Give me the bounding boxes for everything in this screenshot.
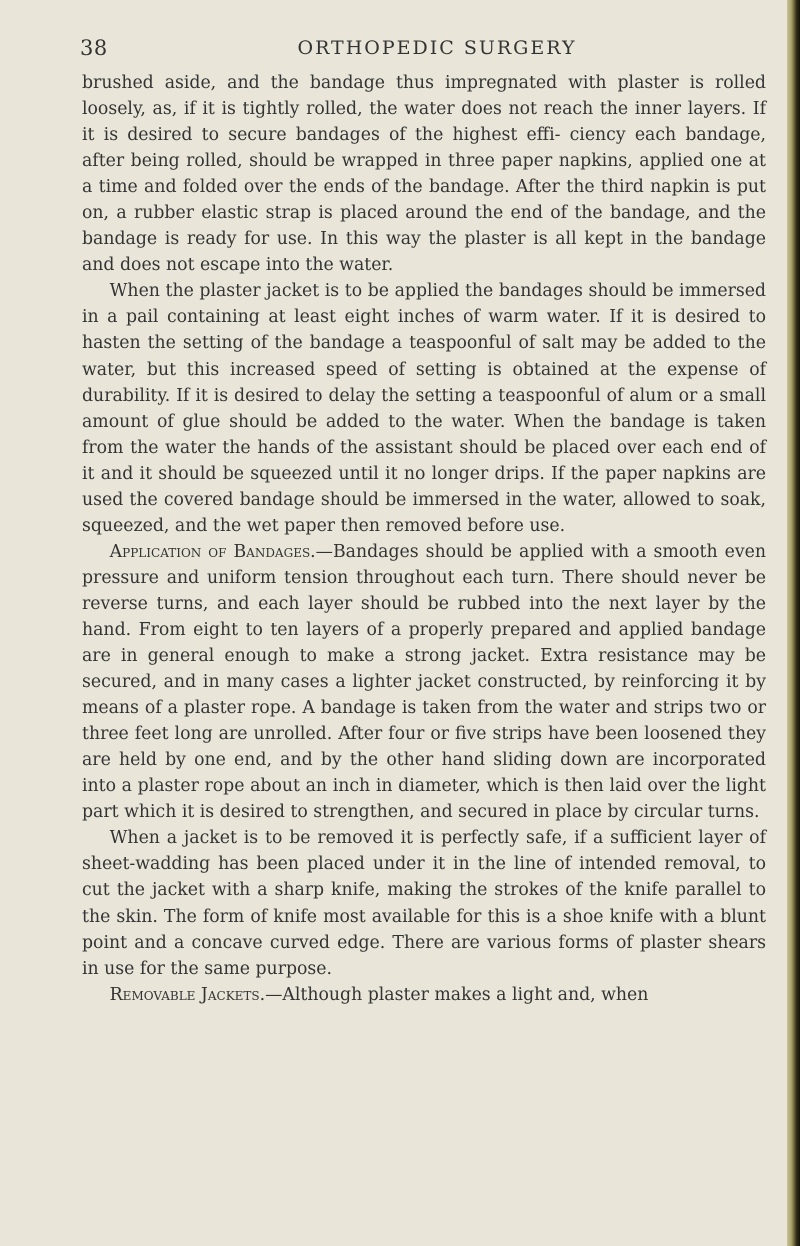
paragraph-5: [82, 982, 766, 1008]
paragraph-2: [82, 278, 766, 538]
paragraph-text: When the plaster jacket is to be applied the bandages should be immersed in a pail containing at least eight inches of warm water. If it is desired to hasten the setting of the bandage a teaspoonful of salt may be added to the water, but this increased speed of setting is obtained at the expense of durability. If it is desired to delay the setting a teaspoonful of alum or a small amount of glue should be added to the water. When the bandage is taken from the water the hands of the assistant should be placed over each end of it and it should be squeezed until it no longer drips. If the paper napkins are used the covered bandage should be immersed in the water, allowed to soak, squeezed, and the wet paper then removed before use.: [82, 281, 766, 536]
paragraph-3: [82, 539, 766, 826]
paragraph-text: —Although plaster makes a light and, when: [265, 984, 649, 1005]
body-text: [82, 70, 766, 1008]
paragraph-text: brushed aside, and the bandage thus impregnated with plaster is rolled loosely, as, if it is tightly rolled, the water does not reach the inner layers. If it is desired to secure bandages of the highest effi- ciency each bandage, after being rolled, should be wrapped in three paper napkins, applied one at a time and folded over the ends of the bandage. After the third napkin is put on, a rubber elastic strap is placed around the end of the bandage, and the bandage is ready for use. In this way the plaster is all kept in the bandage and does not escape into the water.: [82, 73, 766, 276]
paragraph-1: [82, 70, 766, 278]
running-head: ORTHOPEDIC SURGERY: [297, 37, 577, 59]
paragraph-4: [82, 825, 766, 981]
page-number: 38: [80, 36, 108, 60]
book-spine-edge: [787, 0, 800, 1246]
page-header: [80, 36, 770, 64]
section-heading-application-of-bandages: Application of Bandages.: [109, 541, 316, 562]
paragraph-text: When a jacket is to be removed it is perfectly safe, if a sufficient layer of sheet-wadding has been placed under it in the line of intended removal, to cut the jacket with a sharp knife, making the strokes of the knife parallel to the skin. The form of knife most available for this is a shoe knife with a blunt point and a concave curved edge. There are various forms of plaster shears in use for the same purpose.: [82, 828, 766, 979]
paragraph-text: —Bandages should be applied with a smooth even pressure and uniform tension throughout each turn. There should never be reverse turns, and each layer should be rubbed into the next layer by the hand. From eight to ten layers of a properly prepared and applied bandage are in general enough to make a strong jacket. Extra resistance may be secured, and in many cases a lighter jacket constructed, by reinforcing it by means of a plaster rope. A bandage is taken from the water and strips two or three feet long are unrolled. After four or five strips have been loosened they are held by one end, and by the other hand sliding down are incorporated into a plaster rope about an inch in diameter, which is then laid over the light part which it is desired to strengthen, and secured in place by circular turns.: [82, 541, 766, 823]
section-heading-removable-jackets: Removable Jackets.: [109, 984, 266, 1005]
